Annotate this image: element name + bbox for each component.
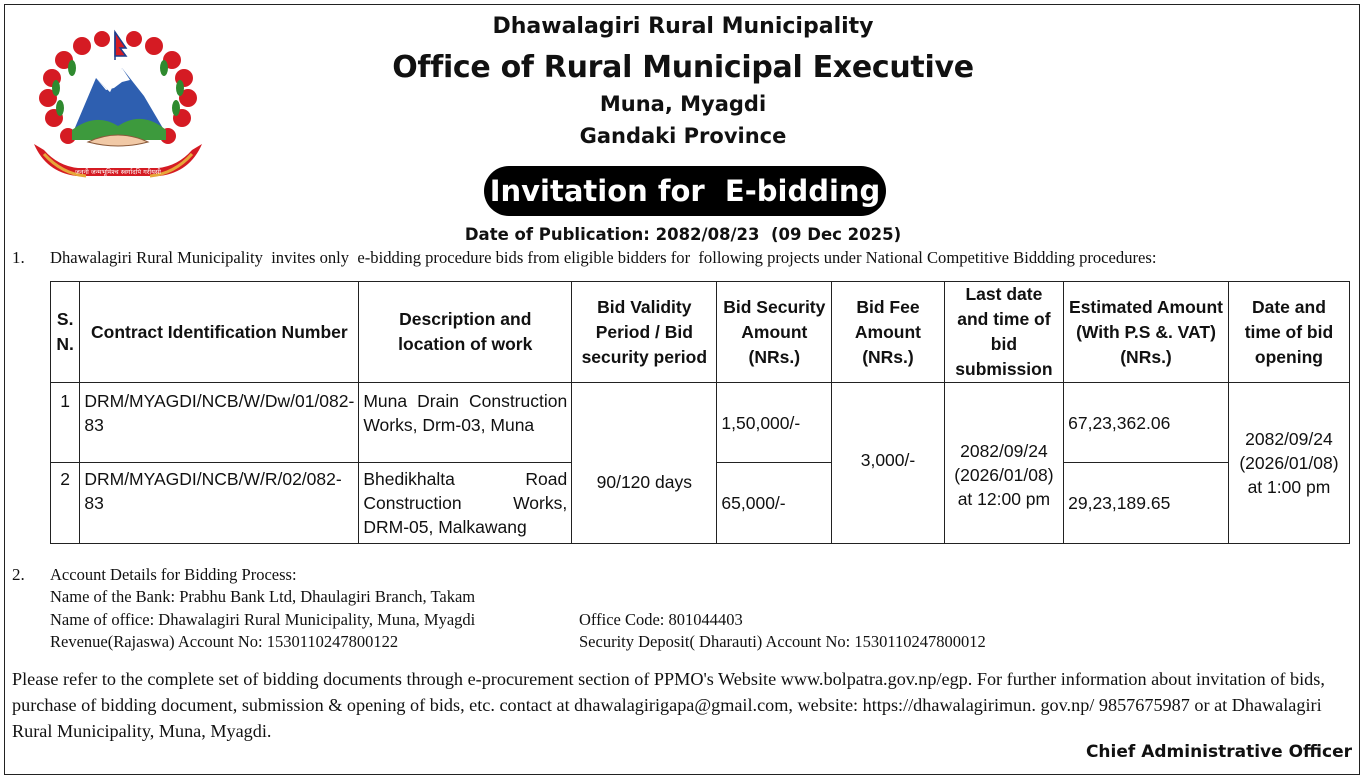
header-estimated-amount: Estimated Amount (With P.S &. VAT) (NRs.) xyxy=(1064,282,1229,383)
row-2-bid-security: 65,000/- xyxy=(717,463,832,544)
account-details-title: Account Details for Bidding Process: xyxy=(50,565,297,584)
item-1-text: Dhawalagiri Rural Municipality invites only e-bidding procedure bids from eligible bidders for following projects under National Competitive Biddding procedures: xyxy=(50,248,1157,267)
office-name: Name of office: Dhawalagiri Rural Municipality, Muna, Myagdi xyxy=(50,610,476,629)
bid-opening-cell: 2082/09/24 (2026/01/08) at 1:00 pm xyxy=(1228,383,1349,544)
province-name: Gandaki Province xyxy=(579,124,787,148)
row-1-description: Muna Drain Construction Works, Drm-03, Muna xyxy=(359,383,572,463)
bid-validity-cell: 90/120 days xyxy=(572,383,717,544)
item-1-number: 1. xyxy=(12,248,25,267)
row-1-estimated-amount: 67,23,362.06 xyxy=(1064,383,1229,463)
row-2-sn: 2 xyxy=(51,463,80,544)
table-header-row xyxy=(51,282,1350,383)
bidding-documents-notice: Please refer to the complete set of bidding documents through e-procurement section of PPMO's Website www.bolpatra.gov.np/egp. For further information about invitation of bids, purchase of bidding document, submission & opening of bids, etc. contact at dhawalagirigapa@gmail.com, website: https://dhawalagirimun. gov.np/ 9857675987 or at Dhawalagiri Rural Municipality, Muna, Myagdi. xyxy=(12,669,1325,741)
table-row xyxy=(51,383,1350,463)
row-1-bid-security: 1,50,000/- xyxy=(717,383,832,463)
row-2-description: Bhedikhalta Road Construction Works, DRM-05, Malkawang xyxy=(359,463,572,544)
item-2-number: 2. xyxy=(12,565,25,584)
municipality-name: Dhawalagiri Rural Municipality xyxy=(492,14,874,39)
last-submission-cell: 2082/09/24 (2026/01/08) at 12:00 pm xyxy=(944,383,1063,544)
header-bid-opening: Date and time of bid opening xyxy=(1228,282,1349,383)
office-code: Office Code: 801044403 xyxy=(579,610,743,629)
publication-date: Date of Publication: 2082/08/23 (09 Dec 2025) xyxy=(464,225,902,244)
header-bid-fee: Bid Fee Amount (NRs.) xyxy=(832,282,944,383)
header-description: Description and location of work xyxy=(359,282,572,383)
revenue-account: Revenue(Rajaswa) Account No: 1530110247800122 xyxy=(50,632,399,651)
nepal-coat-of-arms-emblem xyxy=(26,26,208,186)
security-deposit-account: Security Deposit( Dharauti) Account No: 1530110247800012 xyxy=(579,632,986,651)
header-sn: S. N. xyxy=(51,282,80,383)
row-2-contract-id: DRM/MYAGDI/NCB/W/R/02/082-83 xyxy=(80,463,359,544)
office-location: Muna, Myagdi xyxy=(599,92,767,116)
row-1-sn: 1 xyxy=(51,383,80,463)
header-contract-id: Contract Identification Number xyxy=(80,282,359,383)
emblem-motto: जननी जन्मभूमिश्च स्वर्गादपि गरीयसी xyxy=(75,168,161,176)
header-last-submission: Last date and time of bid submission xyxy=(944,282,1063,383)
row-1-contract-id: DRM/MYAGDI/NCB/W/Dw/01/082-83 xyxy=(80,383,359,463)
row-2-estimated-amount: 29,23,189.65 xyxy=(1064,463,1229,544)
header-bid-security: Bid Security Amount (NRs.) xyxy=(717,282,832,383)
bank-name: Name of the Bank: Prabhu Bank Ltd, Dhaulagiri Branch, Takam xyxy=(50,587,476,606)
bid-table xyxy=(50,281,1350,544)
office-title: Office of Rural Municipal Executive xyxy=(392,50,974,85)
bid-fee-cell: 3,000/- xyxy=(832,383,944,544)
notice-title: Invitation for E-bidding xyxy=(484,166,886,216)
signoff-title: Chief Administrative Officer xyxy=(1085,742,1352,762)
header-bid-validity: Bid Validity Period / Bid security period xyxy=(572,282,717,383)
